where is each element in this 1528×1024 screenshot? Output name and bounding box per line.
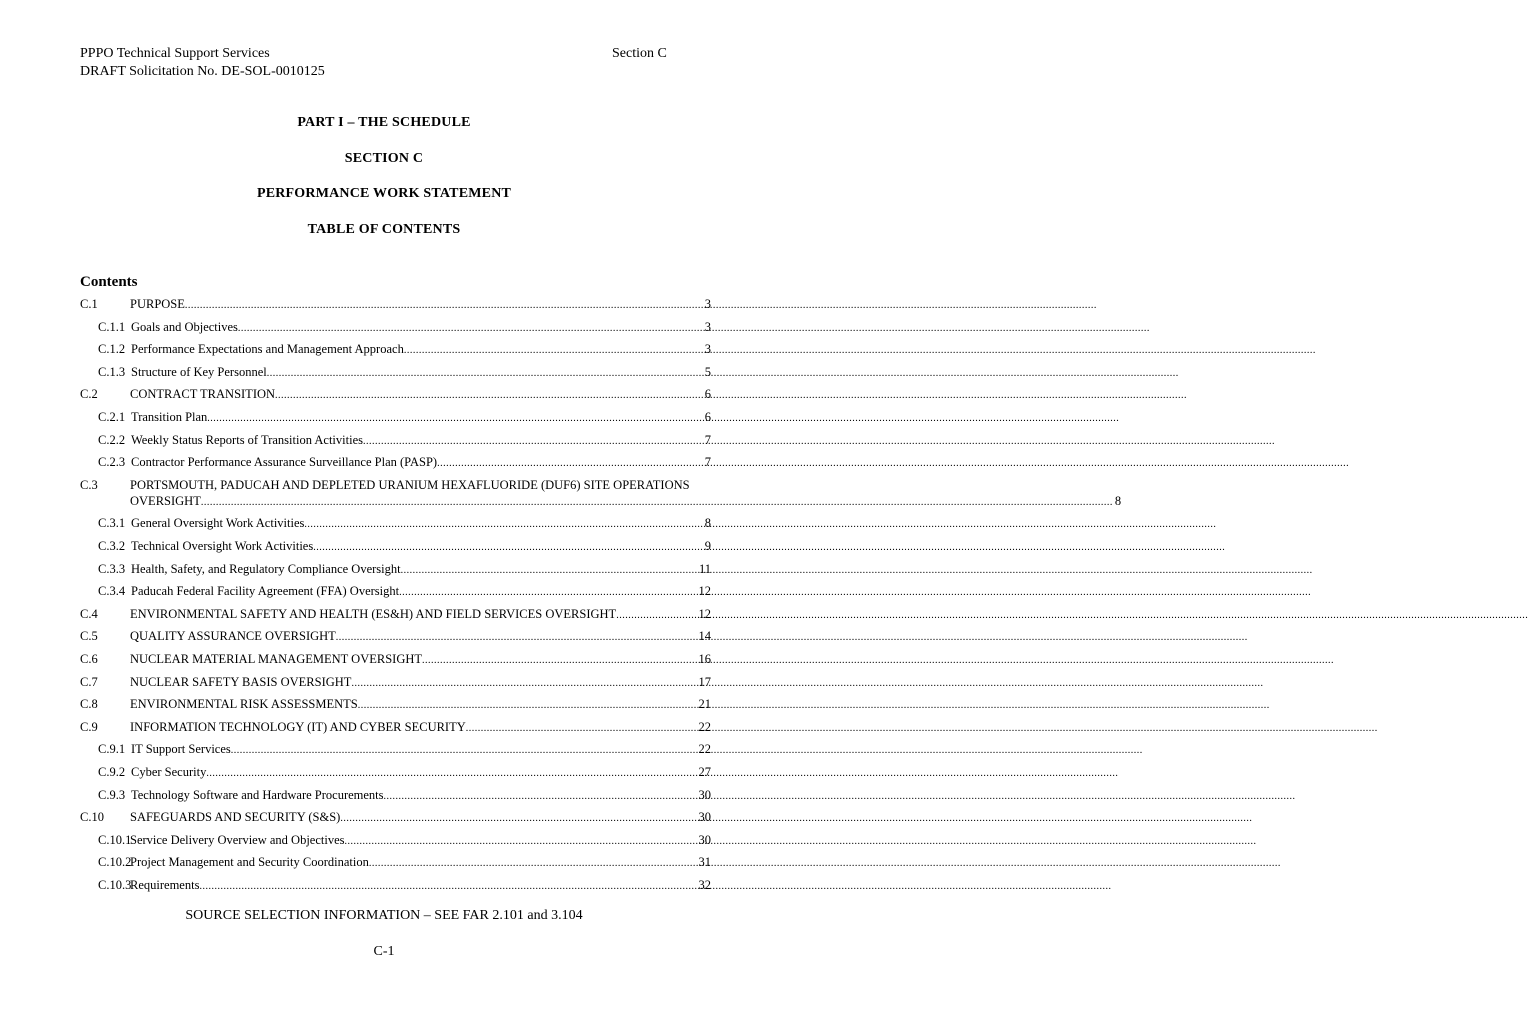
toc-entry-title: Cyber Security: [131, 765, 207, 779]
toc-entry[interactable]: [80, 696, 711, 714]
toc-entry-page: 6: [704, 410, 711, 424]
toc-entry-title: General Oversight Work Activities: [131, 516, 305, 531]
toc-entry[interactable]: [80, 606, 711, 624]
toc-entry-number: C.9.3: [98, 787, 126, 802]
toc-entry[interactable]: [80, 651, 711, 669]
dot-leader: [404, 343, 703, 359]
toc-entry-page: 7: [704, 455, 711, 470]
toc-entry[interactable]: [98, 877, 711, 895]
dot-leader: [313, 540, 703, 556]
toc-entry-page: 22: [698, 742, 711, 757]
toc-entry[interactable]: [98, 561, 711, 579]
toc-entry-page: 6: [704, 387, 711, 402]
dot-leader: [207, 411, 702, 427]
dot-leader: [345, 834, 697, 850]
toc-entry[interactable]: [98, 538, 711, 556]
toc-entry-number: C.6: [80, 652, 98, 666]
toc-entry[interactable]: [98, 319, 711, 337]
toc-entry-number: C.9.2: [98, 765, 126, 779]
toc-entry-title: IT Support Services: [131, 742, 231, 757]
toc-entry-number: C.10.1: [98, 832, 132, 847]
page-number: C-1: [373, 944, 395, 959]
toc-entry[interactable]: [80, 386, 711, 404]
contents-heading: Contents: [80, 274, 138, 290]
statement-title: PERFORMANCE WORK STATEMENT: [256, 186, 512, 201]
toc-entry-page: 32: [698, 878, 711, 892]
toc-entry[interactable]: [98, 409, 711, 427]
toc-entry-title: PURPOSE: [130, 297, 185, 311]
toc-entry-page: 3: [704, 319, 711, 334]
toc-entry-title: QUALITY ASSURANCE OVERSIGHT: [130, 629, 336, 644]
toc-entry-title: Contractor Performance Assurance Surveillance Plan (PASP): [131, 455, 438, 470]
toc-entry[interactable]: [98, 364, 711, 382]
toc-entry-page: 22: [698, 719, 711, 734]
toc-entry-page: 11: [698, 561, 711, 576]
toc-entry[interactable]: [98, 515, 711, 533]
toc-entry-page: 12: [698, 584, 711, 599]
dot-leader: [185, 298, 703, 314]
part-title: PART I – THE SCHEDULE: [297, 115, 471, 130]
toc-entry-title: Technology Software and Hardware Procurements: [131, 787, 384, 802]
toc-entry[interactable]: [98, 432, 711, 450]
dot-leader: [422, 653, 696, 669]
dot-leader: [201, 495, 1113, 511]
toc-entry-number: C.4: [80, 606, 98, 621]
toc-entry-number: C.2.3: [98, 455, 126, 470]
toc-entry[interactable]: [98, 583, 711, 601]
dot-leader: [437, 456, 703, 472]
dot-leader: [384, 789, 697, 805]
toc-entry[interactable]: [80, 628, 711, 646]
toc-entry-title: ENVIRONMENTAL SAFETY AND HEALTH (ES&H) AND FIELD SERVICES OVERSIGHT: [130, 606, 617, 621]
toc-entry-number: C.10.2: [98, 855, 132, 870]
dot-leader: [304, 517, 702, 533]
toc-entry-title: PORTSMOUTH, PADUCAH AND DEPLETED URANIUM HEXAFLUORIDE (DUF6) SITE OPERATIONS: [130, 477, 690, 492]
dot-leader: [358, 698, 697, 714]
toc-entry-number: C.3.2: [98, 539, 126, 553]
dot-leader: [363, 434, 703, 450]
toc-entry-title: NUCLEAR MATERIAL MANAGEMENT OVERSIGHT: [130, 652, 423, 666]
dot-leader: [231, 743, 697, 759]
toc-entry-title: Goals and Objectives: [131, 319, 238, 334]
toc-entry-number: C.9.1: [98, 742, 126, 757]
dot-leader: [616, 608, 696, 624]
toc-entry-page: 30: [698, 787, 711, 802]
toc-entry-title: Project Management and Security Coordination: [130, 855, 369, 870]
toc-entry-number: C.1: [80, 297, 98, 311]
toc-entry-number: C.10: [80, 810, 104, 825]
toc-entry-number: C.7: [80, 674, 98, 689]
toc-entry-page: 8: [704, 516, 711, 531]
source-selection-notice: SOURCE SELECTION INFORMATION – SEE FAR 2.101 and 3.104: [185, 908, 583, 923]
toc-entry[interactable]: [80, 809, 711, 827]
toc-entry-title: Health, Safety, and Regulatory Compliance Oversight: [131, 561, 401, 576]
toc-entry[interactable]: [98, 454, 711, 472]
toc-entry-page: 31: [698, 855, 711, 870]
toc-entry-title-continued: OVERSIGHT: [130, 493, 201, 508]
toc-entry-page: 12: [698, 606, 711, 621]
toc-entry[interactable]: [98, 787, 711, 805]
toc-entry-title: SAFEGUARDS AND SECURITY (S&S): [130, 810, 341, 825]
running-header-left: [80, 45, 325, 81]
toc-entry-title: Technical Oversight Work Activities: [131, 539, 314, 553]
toc-entry-number: C.1.2: [98, 342, 126, 357]
toc-entry-page: 3: [704, 297, 711, 311]
toc-entry-number: C.3.4: [98, 584, 126, 599]
toc-entry-title: Weekly Status Reports of Transition Activities: [131, 432, 363, 447]
toc-entry-title: Service Delivery Overview and Objectives: [130, 832, 345, 847]
toc-entry-page: 14: [698, 629, 711, 644]
toc-entry-page: 27: [698, 765, 711, 779]
toc-entry[interactable]: [80, 296, 711, 314]
toc-entry-page: 7: [704, 432, 711, 447]
toc-entry-title: ENVIRONMENTAL RISK ASSESSMENTS: [130, 697, 358, 712]
dot-leader: [466, 721, 697, 737]
toc-entry-number: C.1.3: [98, 364, 126, 379]
toc-entry-number: C.1.1: [98, 319, 126, 334]
header-program-name: PPPO Technical Support Services: [80, 46, 270, 61]
toc-entry-number: C.8: [80, 697, 98, 712]
toc-entry[interactable]: [98, 854, 711, 872]
header-solicitation-number: DRAFT Solicitation No. DE-SOL-0010125: [80, 64, 325, 79]
dot-leader: [369, 856, 697, 872]
toc-entry-number: C.3.1: [98, 516, 126, 531]
section-title: SECTION C: [344, 151, 424, 166]
toc-entry-title: CONTRACT TRANSITION: [130, 387, 276, 402]
toc-entry-number: C.2.2: [98, 432, 126, 447]
toc-entry[interactable]: [80, 719, 711, 737]
dot-leader: [401, 563, 697, 579]
toc-entry-title: Paducah Federal Facility Agreement (FFA) Oversight: [131, 584, 400, 599]
dot-leader: [351, 676, 696, 692]
toc-entry[interactable]: [98, 832, 711, 850]
header-section-label: Section C: [612, 46, 667, 61]
dot-leader: [238, 321, 703, 337]
toc-entry-number: C.3.3: [98, 561, 126, 576]
toc-entry[interactable]: [80, 674, 711, 692]
dot-leader: [199, 879, 696, 895]
toc-entry[interactable]: [98, 741, 711, 759]
toc-entry-title: INFORMATION TECHNOLOGY (IT) AND CYBER SECURITY: [130, 719, 466, 734]
toc-entry-number: C.10.3: [98, 878, 132, 892]
toc-entry-number: C.9: [80, 719, 98, 734]
toc-entry-title: Performance Expectations and Management Approach: [131, 342, 404, 357]
toc-title: TABLE OF CONTENTS: [307, 222, 461, 237]
toc-entry-page: 5: [704, 364, 711, 379]
toc-entry[interactable]: [98, 341, 711, 359]
toc-entry-title: NUCLEAR SAFETY BASIS OVERSIGHT: [130, 674, 352, 689]
toc-entry[interactable]: [80, 477, 1122, 511]
dot-leader: [336, 630, 697, 646]
dot-leader: [206, 766, 696, 782]
toc-entry-number: C.2: [80, 387, 98, 402]
toc-entry-title: Transition Plan: [131, 410, 208, 424]
dot-leader: [340, 811, 696, 827]
toc-entry-page: 16: [698, 652, 711, 666]
toc-entry[interactable]: [98, 764, 711, 782]
toc-entry-title: Requirements: [130, 878, 200, 892]
toc-entry-title: Structure of Key Personnel: [131, 364, 267, 379]
toc-entry-page: 9: [704, 539, 711, 553]
toc-entry-number: C.2.1: [98, 410, 126, 424]
toc-entry-page: 30: [698, 810, 711, 825]
toc-entry-page: 17: [698, 674, 711, 689]
dot-leader: [399, 585, 696, 601]
dot-leader: [267, 366, 703, 382]
toc-entry-number: C.3: [80, 477, 98, 492]
toc-entry-page: 30: [698, 832, 711, 847]
toc-entry-number: C.5: [80, 629, 98, 644]
toc-entry-page: 3: [704, 342, 711, 357]
dot-leader: [275, 388, 703, 404]
toc-entry-page: 21: [698, 697, 711, 712]
toc-entry-page: 8: [1114, 493, 1122, 508]
